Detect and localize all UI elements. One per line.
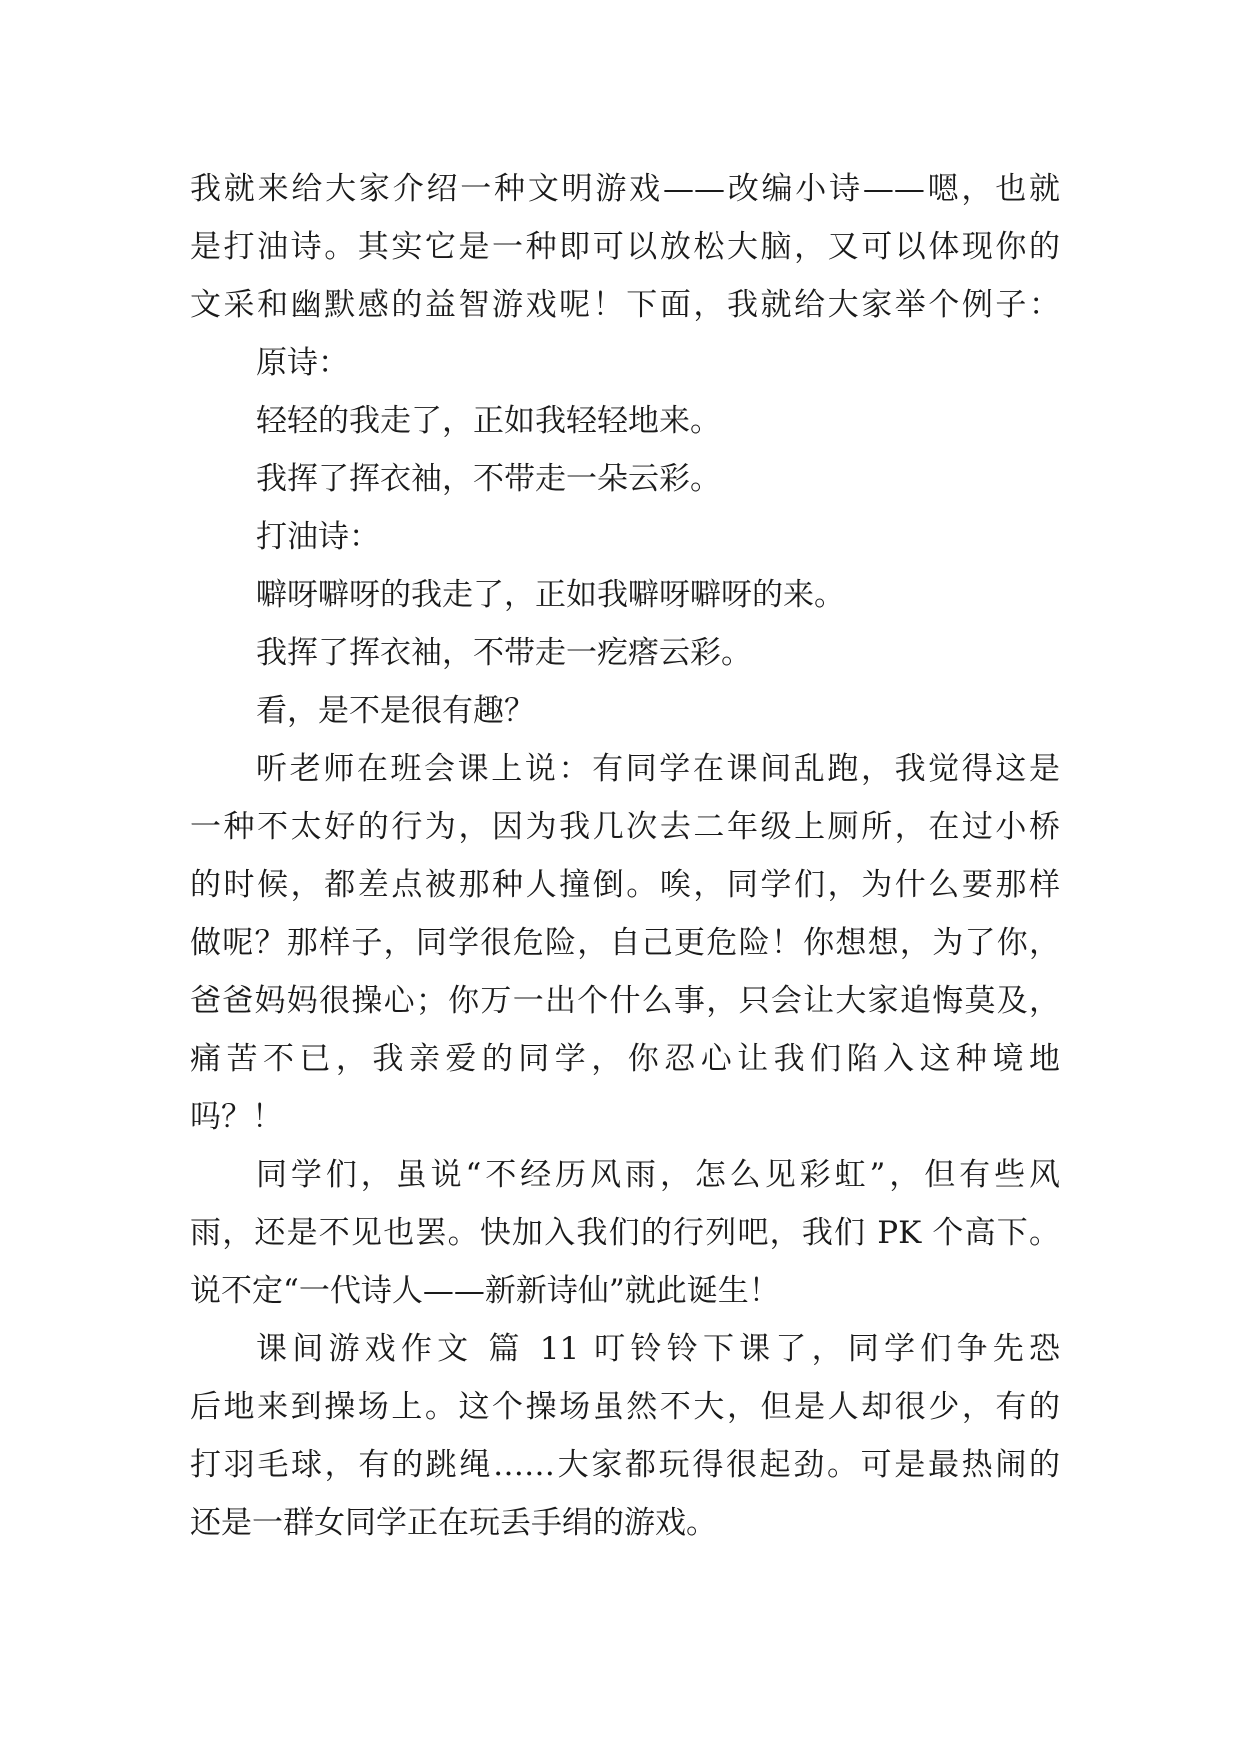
text-line: 一种不太好的行为，因为我几次去二年级上厕所，在过小桥 <box>190 809 1060 845</box>
text-line: 是打油诗。其实它是一种即可以放松大脑，又可以体现你的 <box>190 229 1060 265</box>
text-line: 打油诗： <box>256 519 380 555</box>
text-line: 后地来到操场上。这个操场虽然不大，但是人却很少，有的 <box>190 1389 1060 1425</box>
text-line: 听老师在班会课上说：有同学在课间乱跑，我觉得这是 <box>256 751 1060 787</box>
text-line: 还是一群女同学正在玩丢手绢的游戏。 <box>190 1505 717 1541</box>
text-line: 说不定“一代诗人——新新诗仙”就此诞生！ <box>190 1273 780 1309</box>
text-line: 课间游戏作文 篇 11 叮铃铃下课了，同学们争先恐 <box>256 1331 1060 1367</box>
text-line: 打羽毛球，有的跳绳……大家都玩得很起劲。可是最热闹的 <box>190 1447 1060 1483</box>
text-line: 噼呀噼呀的我走了，正如我噼呀噼呀的来。 <box>256 577 845 613</box>
text-line: 原诗： <box>256 345 349 381</box>
text-line: 做呢？那样子，同学很危险，自己更危险！你想想，为了你， <box>190 925 1060 961</box>
text-line: 文采和幽默感的益智游戏呢！下面，我就给大家举个例子： <box>190 287 1060 323</box>
text-line: 我挥了挥衣袖，不带走一朵云彩。 <box>256 461 721 497</box>
document-body <box>190 160 1060 1552</box>
text-line: 轻轻的我走了，正如我轻轻地来。 <box>256 403 721 439</box>
text-line: 的时候，都差点被那种人撞倒。唉，同学们，为什么要那样 <box>190 867 1060 903</box>
text-line: 痛苦不已，我亲爱的同学，你忍心让我们陷入这种境地 <box>190 1041 1060 1077</box>
text-line: 我挥了挥衣袖，不带走一疙瘩云彩。 <box>256 635 752 671</box>
text-line: 爸爸妈妈很操心；你万一出个什么事，只会让大家追悔莫及， <box>190 983 1060 1019</box>
text-line: 吗？！ <box>190 1099 283 1135</box>
text-line: 雨，还是不见也罢。快加入我们的行列吧，我们 PK 个高下。 <box>190 1215 1060 1251</box>
text-line: 同学们，虽说“不经历风雨，怎么见彩虹”，但有些风 <box>256 1157 1060 1193</box>
text-line: 看，是不是很有趣？ <box>256 693 535 729</box>
text-line: 我就来给大家介绍一种文明游戏——改编小诗——嗯，也就 <box>190 171 1060 207</box>
